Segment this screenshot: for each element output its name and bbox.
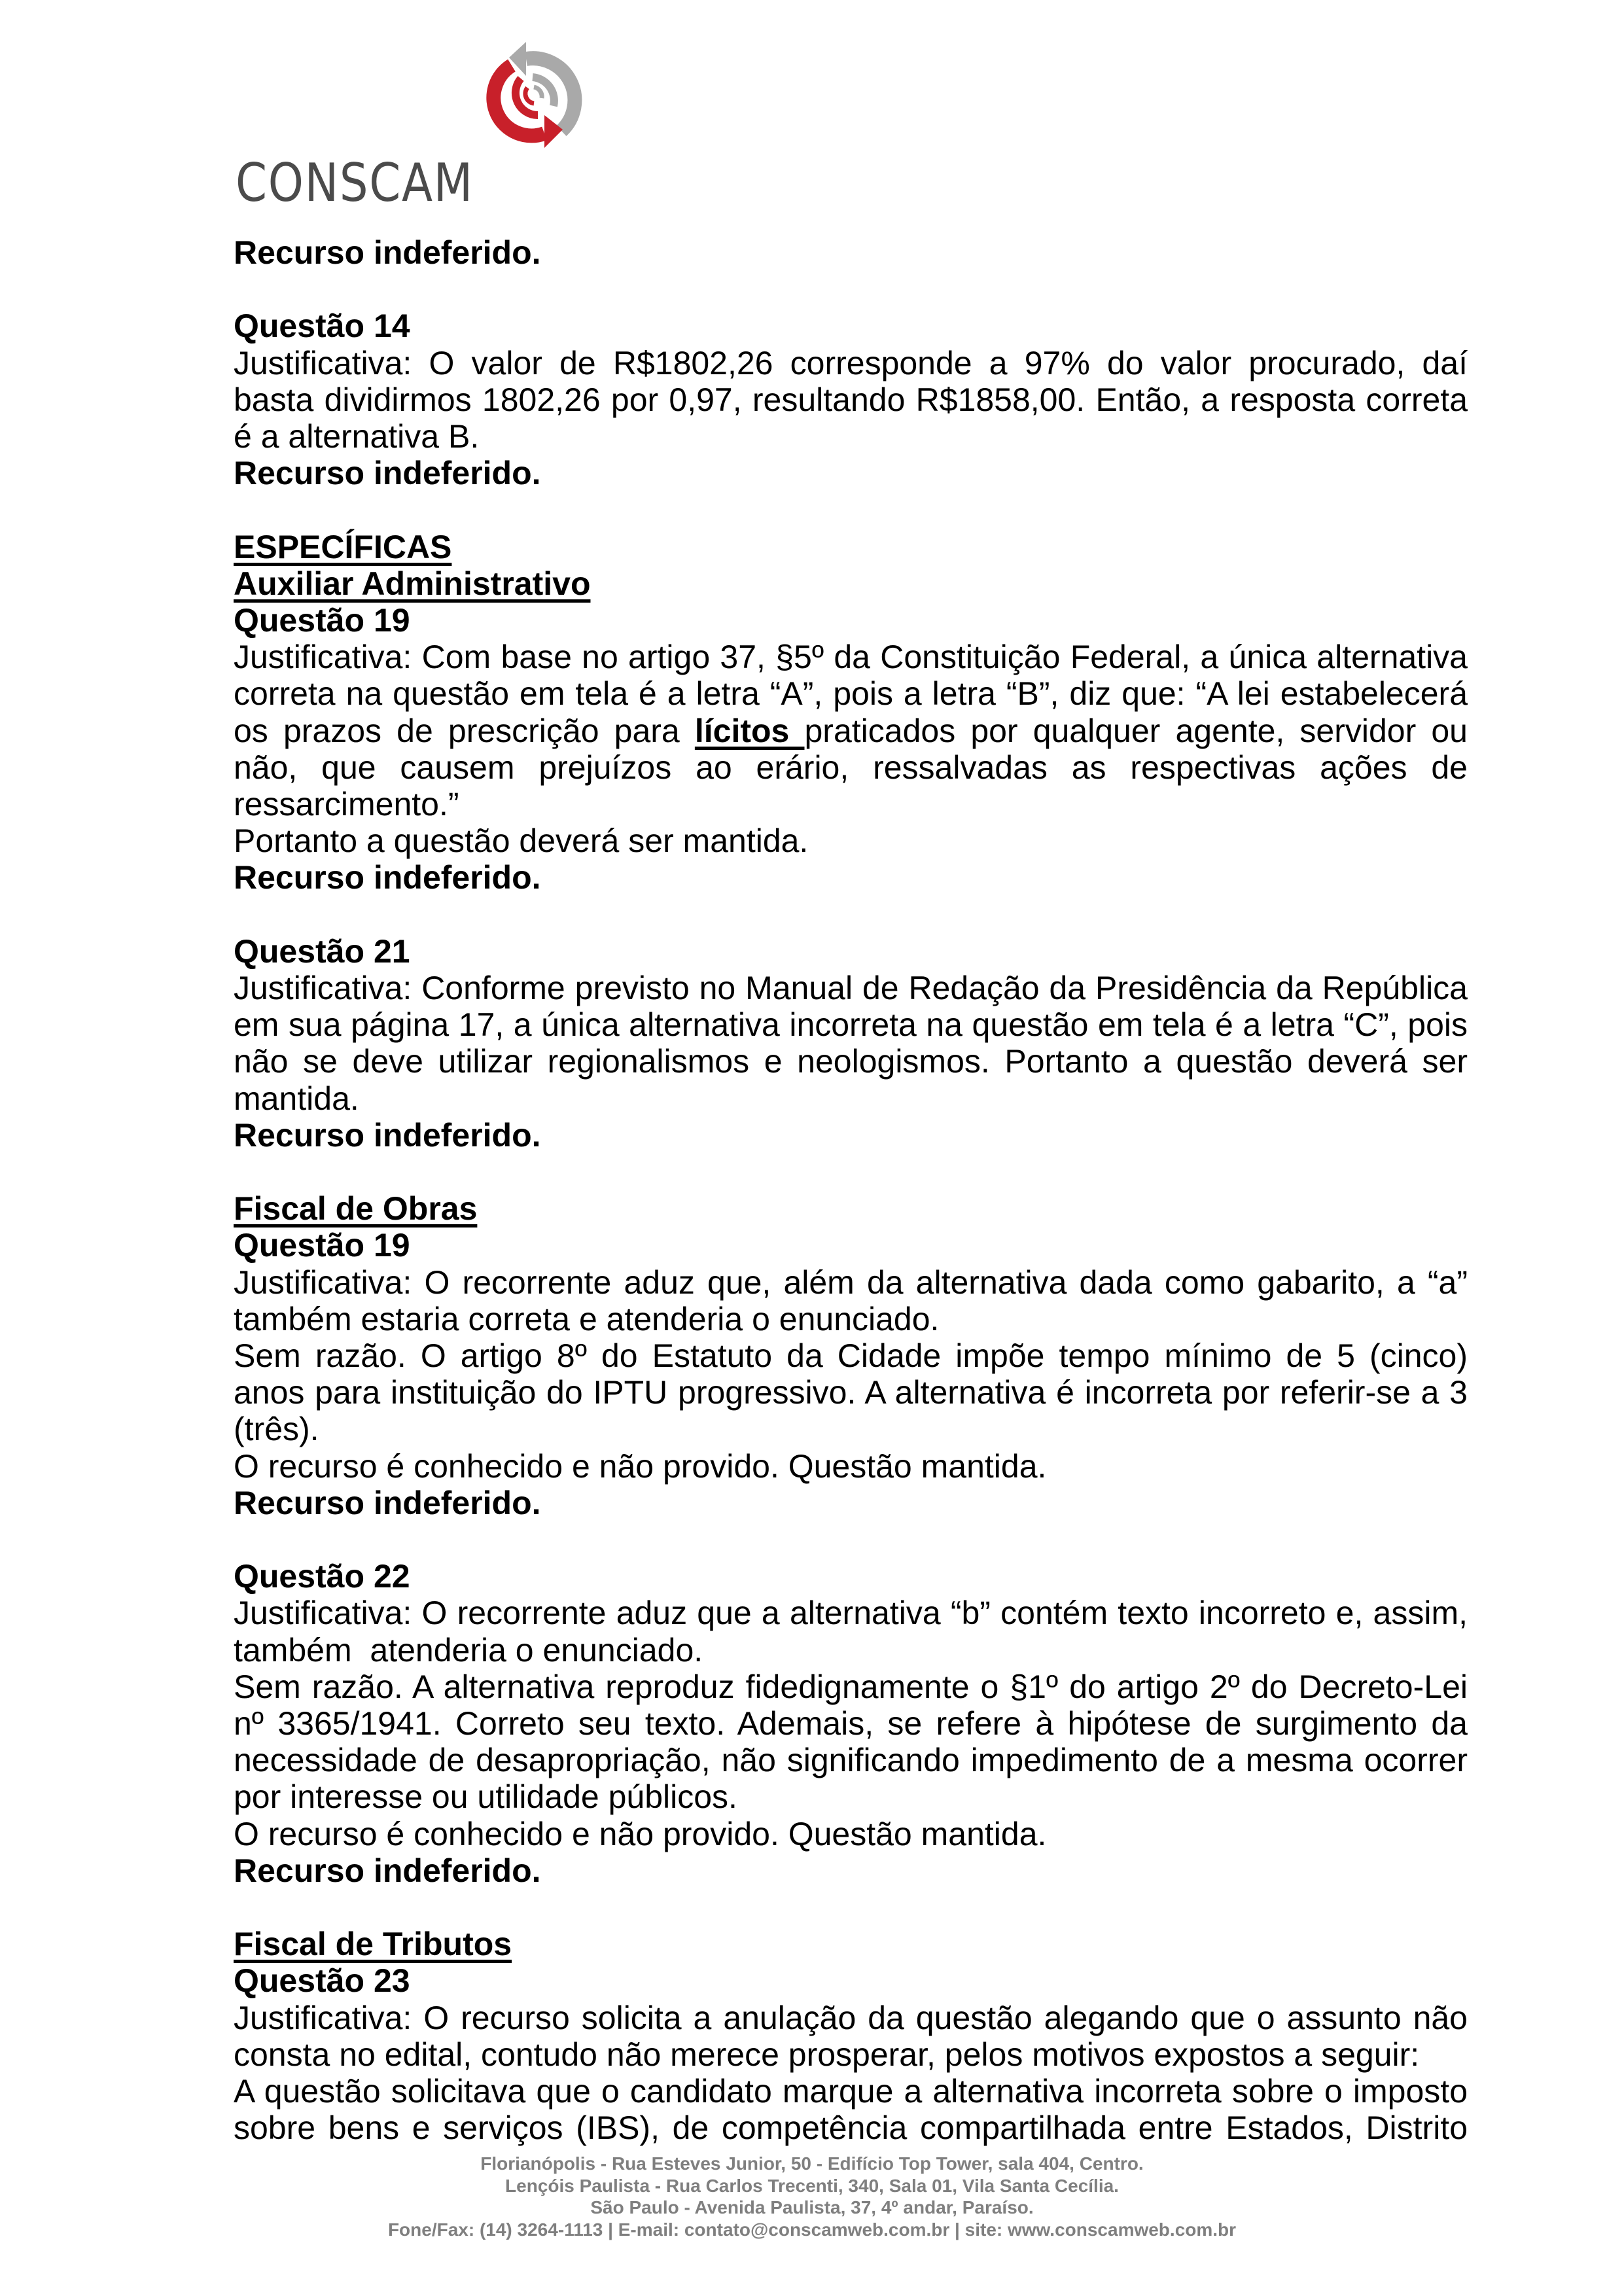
justification: Justificativa: O recorrente aduz que a alternativa “b” contém texto incorreto e, assim, também atenderia o enunciado. [234,1595,1477,1669]
spacer [234,1521,1468,1558]
logo-red-arrowhead [544,115,563,148]
spacer [234,1889,1468,1926]
justification: Justificativa: O recorrente aduz que, além da alternativa dada como gabarito, a “a” também estaria correta e atenderia o enunciado. [234,1263,1468,1337]
analysis: A questão solicitava que o candidato marque a alternativa incorreta sobre o imposto sobre bens e serviços (IBS), de competência compartilhada entre Estados, Distrito [234,2073,1468,2147]
logo-gray-mid-arc [533,77,554,106]
spacer [234,491,1468,528]
logo-wordmark: CONSCAM [236,152,474,213]
conscam-logo-icon [482,38,586,149]
verdict: Recurso indeferido. [234,1116,541,1154]
justification: Justificativa: O recurso solicita a anulação da questão alegando que o assunto não consta no edital, contudo não merece prosperar, pelos motivos expostos a seguir: [234,1999,1468,2073]
emphasized-term: lícitos [694,712,805,749]
spacer [234,271,1468,308]
footer-address-sao-paulo: São Paulo - Avenida Paulista, 37, 4º andar, Paraíso. [590,2197,1034,2218]
footer-address-lencois: Lençóis Paulista - Rua Carlos Trecenti, 340, Sala 01, Vila Santa Cecília. [505,2175,1119,2196]
verdict: Recurso indeferido. [234,1484,541,1521]
logo-red-inner-arc [525,88,534,103]
question-title: Questão 21 [234,932,410,970]
role-title: Fiscal de Tributos [234,1926,512,1963]
spacer [234,896,1468,933]
question-title: Questão 14 [234,308,410,345]
spacer [234,1154,1468,1190]
question-title: Questão 19 [234,602,410,639]
role-title: Fiscal de Obras [234,1190,478,1227]
footer-address-florianopolis: Florianópolis - Rua Esteves Junior, 50 - Edifício Top Tower, sala 404, Centro. [480,2153,1144,2174]
justification: Justificativa: O valor de R$1802,26 corresponde a 97% do valor procurado, daí basta dividirmos 1802,26 por 0,97, resultando R$1858,00. Então, a resposta correta é a alternativa B. [234,344,1468,455]
decision: O recurso é conhecido e não provido. Questão mantida. [234,1815,1047,1852]
verdict: Recurso indeferido. [234,859,541,896]
justification-text: Justificativa: Com base no artigo 37, §5º da Constituição Federal, a única alternativa correta na questão em tela é a letra “A”, pois a letra “B”, diz que: “A lei estabelecerá os prazos de prescrição para [234,639,1468,749]
question-title: Questão 19 [234,1227,410,1264]
conclusion: Portanto a questão deverá ser mantida. [234,822,809,860]
justification [234,639,1468,822]
page-footer [0,2153,1624,2241]
justification-text: praticados por qualquer agente, servidor ou não, que causem prejuízos ao erário, ressalvadas as respectivas ações de ressarcimento.” [234,712,1468,823]
decision: O recurso é conhecido e não provido. Questão mantida. [234,1447,1047,1485]
verdict: Recurso indeferido. [234,234,541,271]
document-body [234,234,1477,2147]
logo-gray-inner-arc [534,87,542,98]
justification: Justificativa: Conforme previsto no Manual de Redação da Presidência da República em sua página 17, a única alternativa incorreta na questão em tela é a letra “C”, pois não se deve utilizar regionalismos e neologismos. Portanto a questão deverá ser mantida. [234,970,1468,1117]
analysis: Sem razão. A alternativa reproduz fidedignamente o §1º do artigo 2º do Decreto-Lei nº 3365/1941. Correto seu texto. Ademais, se refere à hipótese de surgimento da necessidade de desapropriação, não significando impedimento de a mesma ocorrer por interesse ou utilidade públicos. [234,1668,1468,1816]
footer-contact: Fone/Fax: (14) 3264-1113 | E-mail: contato@conscamweb.com.br | site: www.conscamweb.com.br [387,2219,1237,2240]
role-title: Auxiliar Administrativo [234,565,591,602]
question-title: Questão 23 [234,1962,410,2000]
analysis: Sem razão. O artigo 8º do Estatuto da Cidade impõe tempo mínimo de 5 (cinco) anos para instituição do IPTU progressivo. A alternativa é incorreta por referir-se a 3 (três). [234,1337,1468,1448]
verdict: Recurso indeferido. [234,1852,541,1889]
section-title: ESPECÍFICAS [234,528,452,565]
verdict: Recurso indeferido. [234,455,541,492]
question-title: Questão 22 [234,1558,410,1595]
company-logo [233,34,599,213]
